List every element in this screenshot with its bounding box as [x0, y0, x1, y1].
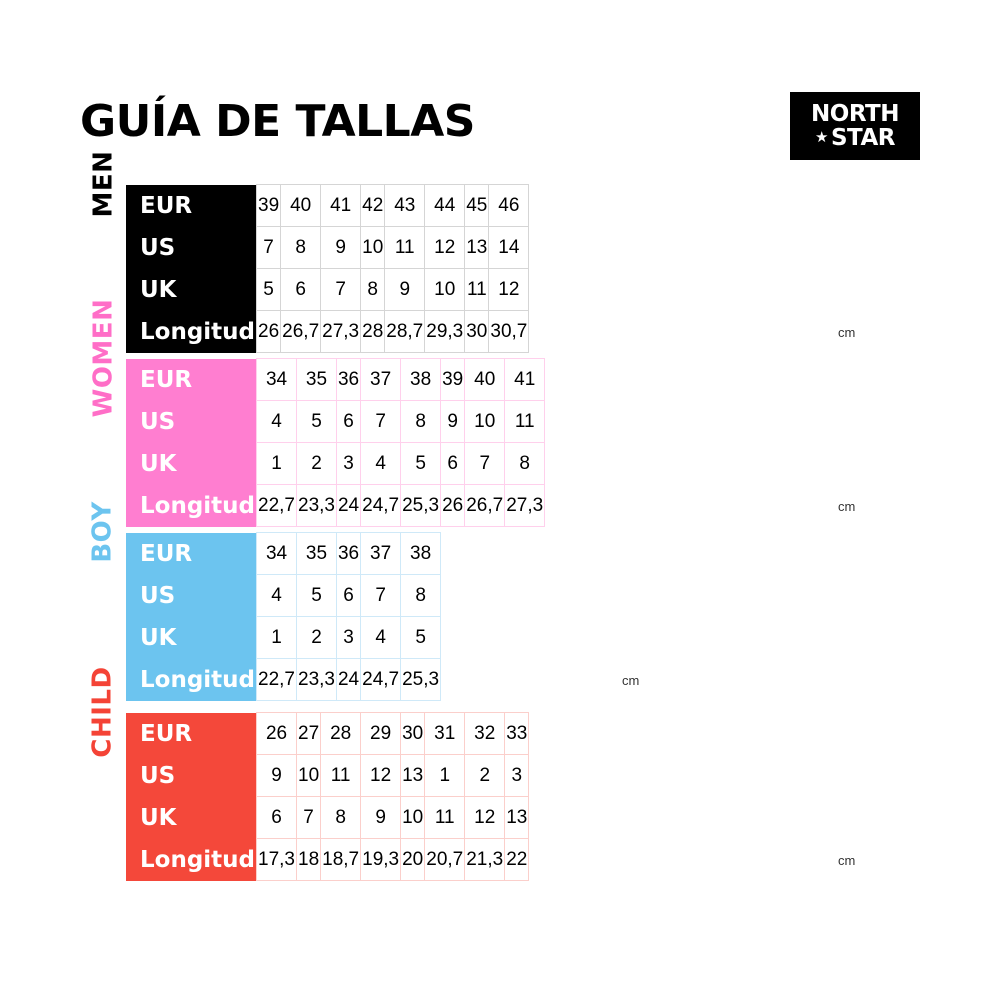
cell-longitud-7: 21,3: [465, 839, 505, 881]
cell-us-1: 4: [257, 401, 297, 443]
cell-longitud-2: 18: [297, 839, 321, 881]
cell-longitud-2: 26,7: [281, 311, 321, 353]
cell-us-2: 5: [297, 575, 337, 617]
cell-us-2: 8: [281, 227, 321, 269]
cell-uk-2: 2: [297, 617, 337, 659]
cell-uk-3: 3: [336, 617, 360, 659]
cell-eur-3: 36: [336, 533, 360, 575]
cell-uk-1: 6: [257, 797, 297, 839]
cell-eur-4: 29: [361, 713, 401, 755]
row-header-us: US: [126, 401, 257, 443]
row-header-us: US: [126, 755, 257, 797]
brand-logo: [790, 92, 920, 160]
cell-uk-3: 7: [321, 269, 361, 311]
cell-eur-1: 34: [257, 359, 297, 401]
cell-eur-5: 38: [401, 359, 441, 401]
row-header-eur: EUR: [126, 533, 257, 575]
cell-longitud-4: 24,7: [361, 485, 401, 527]
cell-longitud-6: 29,3: [425, 311, 465, 353]
cell-us-6: 9: [441, 401, 465, 443]
row-header-us: US: [126, 575, 257, 617]
cell-longitud-5: 25,3: [401, 659, 441, 701]
row-header-us: US: [126, 227, 257, 269]
table-row: [126, 659, 441, 701]
table-row: [126, 575, 441, 617]
cell-eur-5: 30: [401, 713, 425, 755]
row-header-uk: UK: [126, 797, 257, 839]
cell-us-4: 7: [361, 575, 401, 617]
cell-us-5: 8: [401, 401, 441, 443]
cell-us-1: 4: [257, 575, 297, 617]
cell-longitud-6: 20,7: [425, 839, 465, 881]
cell-uk-4: 4: [361, 617, 401, 659]
brand-logo-line2-text: STAR: [830, 125, 895, 151]
unit-label-boy: cm: [622, 673, 640, 688]
cell-longitud-4: 24,7: [361, 659, 401, 701]
cell-eur-5: 43: [385, 185, 425, 227]
cell-eur-4: 42: [361, 185, 385, 227]
table-row: [126, 839, 529, 881]
cell-longitud-2: 23,3: [297, 659, 337, 701]
cell-us-7: 13: [465, 227, 489, 269]
cell-us-8: 14: [489, 227, 529, 269]
cell-us-3: 9: [321, 227, 361, 269]
brand-logo-line2: [815, 126, 895, 150]
cell-uk-1: 1: [257, 617, 297, 659]
cell-eur-8: 46: [489, 185, 529, 227]
unit-label-men: cm: [838, 325, 856, 340]
table-row: [126, 311, 529, 353]
cell-longitud-3: 18,7: [321, 839, 361, 881]
table-row: [126, 755, 529, 797]
table-row: [126, 797, 529, 839]
table-row: [126, 269, 529, 311]
table-row: [126, 401, 545, 443]
cell-uk-8: 8: [505, 443, 545, 485]
cell-longitud-2: 23,3: [297, 485, 337, 527]
cell-uk-5: 9: [385, 269, 425, 311]
cell-uk-5: 5: [401, 443, 441, 485]
cell-longitud-3: 24: [336, 659, 360, 701]
cell-longitud-5: 28,7: [385, 311, 425, 353]
page-title: GUÍA DE TALLAS: [80, 96, 475, 147]
table-row: [126, 185, 529, 227]
cell-longitud-5: 20: [401, 839, 425, 881]
cell-us-3: 6: [336, 575, 360, 617]
cell-eur-2: 35: [297, 533, 337, 575]
cell-uk-1: 5: [257, 269, 281, 311]
row-header-uk: UK: [126, 443, 257, 485]
cell-eur-3: 28: [321, 713, 361, 755]
cell-longitud-8: 22: [505, 839, 529, 881]
cell-eur-3: 36: [336, 359, 360, 401]
cell-eur-5: 38: [401, 533, 441, 575]
table-row: [126, 485, 545, 527]
table-row: [126, 617, 441, 659]
table-row: [126, 443, 545, 485]
table-row: [126, 533, 441, 575]
cell-us-8: 11: [505, 401, 545, 443]
cell-eur-3: 41: [321, 185, 361, 227]
row-header-eur: EUR: [126, 359, 257, 401]
cell-uk-6: 11: [425, 797, 465, 839]
cell-longitud-4: 19,3: [361, 839, 401, 881]
cell-us-4: 12: [361, 755, 401, 797]
cell-eur-2: 27: [297, 713, 321, 755]
cell-us-3: 6: [336, 401, 360, 443]
cell-eur-2: 40: [281, 185, 321, 227]
cell-longitud-3: 27,3: [321, 311, 361, 353]
cell-longitud-1: 22,7: [257, 659, 297, 701]
row-header-longitud: Longitud: [126, 659, 257, 701]
cell-uk-5: 10: [401, 797, 425, 839]
cell-longitud-1: 26: [257, 311, 281, 353]
cell-us-2: 5: [297, 401, 337, 443]
cell-longitud-3: 24: [336, 485, 360, 527]
cell-eur-8: 33: [505, 713, 529, 755]
cell-uk-7: 11: [465, 269, 489, 311]
cell-eur-7: 45: [465, 185, 489, 227]
cell-us-4: 7: [361, 401, 401, 443]
cell-uk-8: 13: [505, 797, 529, 839]
row-header-uk: UK: [126, 617, 257, 659]
cell-uk-6: 6: [441, 443, 465, 485]
table-row: [126, 713, 529, 755]
cell-uk-1: 1: [257, 443, 297, 485]
cell-us-5: 8: [401, 575, 441, 617]
cell-uk-2: 7: [297, 797, 321, 839]
cell-us-6: 12: [425, 227, 465, 269]
cell-us-7: 2: [465, 755, 505, 797]
cell-us-4: 10: [361, 227, 385, 269]
cell-longitud-7: 30: [465, 311, 489, 353]
cell-longitud-4: 28: [361, 311, 385, 353]
table-row: [126, 359, 545, 401]
cell-eur-1: 34: [257, 533, 297, 575]
cell-us-1: 7: [257, 227, 281, 269]
cell-uk-4: 9: [361, 797, 401, 839]
cell-eur-6: 31: [425, 713, 465, 755]
cell-eur-6: 44: [425, 185, 465, 227]
cell-eur-1: 39: [257, 185, 281, 227]
cell-eur-7: 40: [465, 359, 505, 401]
table-men: [126, 184, 529, 353]
cell-longitud-7: 26,7: [465, 485, 505, 527]
cell-eur-6: 39: [441, 359, 465, 401]
cell-us-1: 9: [257, 755, 297, 797]
cell-longitud-8: 27,3: [505, 485, 545, 527]
cell-eur-8: 41: [505, 359, 545, 401]
cell-uk-8: 12: [489, 269, 529, 311]
cell-us-7: 10: [465, 401, 505, 443]
row-header-eur: EUR: [126, 185, 257, 227]
cell-us-5: 11: [385, 227, 425, 269]
cell-uk-5: 5: [401, 617, 441, 659]
cell-uk-7: 12: [465, 797, 505, 839]
cell-longitud-1: 17,3: [257, 839, 297, 881]
cell-us-3: 11: [321, 755, 361, 797]
row-header-longitud: Longitud: [126, 311, 257, 353]
cell-eur-2: 35: [297, 359, 337, 401]
cell-uk-4: 8: [361, 269, 385, 311]
table-row: [126, 227, 529, 269]
cell-longitud-5: 25,3: [401, 485, 441, 527]
cell-us-6: 1: [425, 755, 465, 797]
brand-logo-line1: NORTH: [811, 100, 899, 127]
cell-uk-7: 7: [465, 443, 505, 485]
cell-longitud-1: 22,7: [257, 485, 297, 527]
row-header-longitud: Longitud: [126, 485, 257, 527]
cell-eur-1: 26: [257, 713, 297, 755]
star-icon: ★: [815, 127, 828, 146]
unit-label-women: cm: [838, 499, 856, 514]
unit-label-child: cm: [838, 853, 856, 868]
row-header-eur: EUR: [126, 713, 257, 755]
cell-longitud-6: 26: [441, 485, 465, 527]
cell-uk-3: 8: [321, 797, 361, 839]
table-child: [126, 712, 529, 881]
row-header-longitud: Longitud: [126, 839, 257, 881]
cell-longitud-8: 30,7: [489, 311, 529, 353]
cell-uk-6: 10: [425, 269, 465, 311]
cell-uk-3: 3: [336, 443, 360, 485]
table-women: [126, 358, 545, 527]
cell-us-2: 10: [297, 755, 321, 797]
cell-eur-4: 37: [361, 359, 401, 401]
cell-eur-4: 37: [361, 533, 401, 575]
table-boy: [126, 532, 441, 701]
cell-us-8: 3: [505, 755, 529, 797]
page-header: [80, 92, 920, 162]
cell-uk-2: 6: [281, 269, 321, 311]
cell-eur-7: 32: [465, 713, 505, 755]
row-header-uk: UK: [126, 269, 257, 311]
cell-uk-2: 2: [297, 443, 337, 485]
cell-uk-4: 4: [361, 443, 401, 485]
cell-us-5: 13: [401, 755, 425, 797]
